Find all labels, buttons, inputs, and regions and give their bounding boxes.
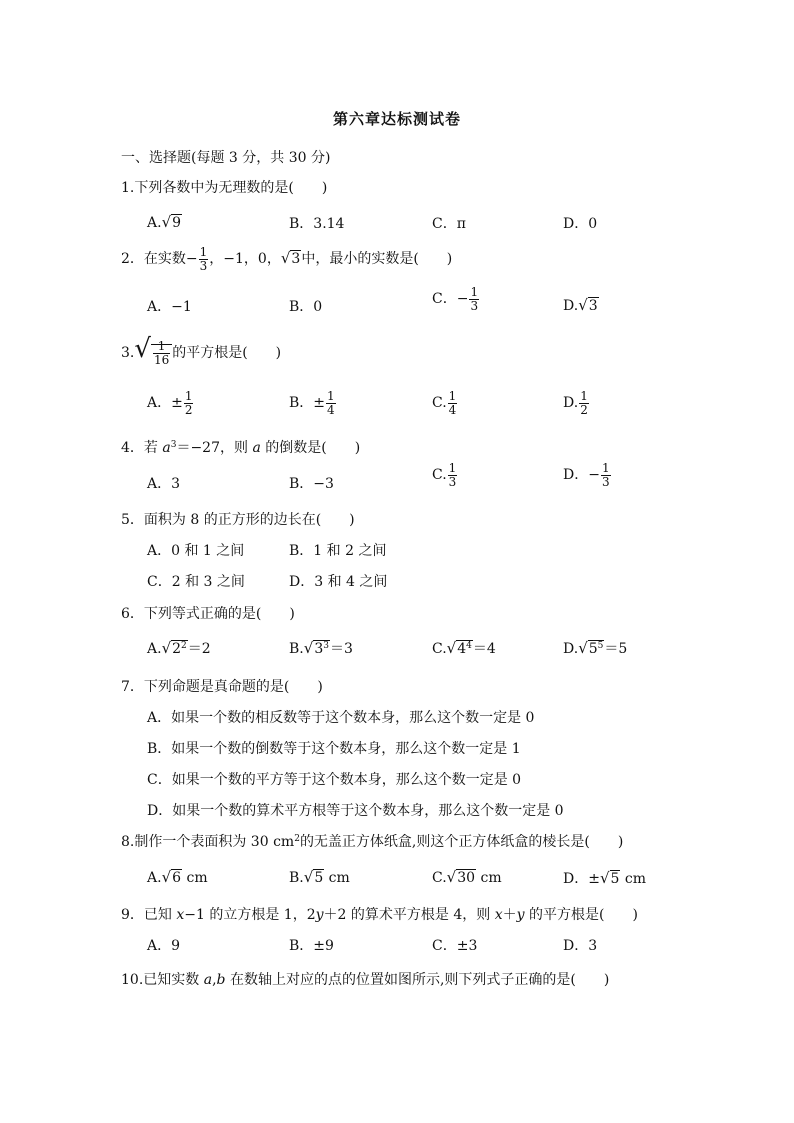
q7-option-c: C．如果一个数的平方等于这个数本身，那么这个数一定是 0 <box>147 772 522 788</box>
q1-option-a: A.√9 <box>147 213 182 231</box>
sqrt-symbol: $√3^3$ <box>303 639 329 657</box>
q3-option-c: C. $\frac{1}{4}$ <box>432 389 457 417</box>
sqrt-symbol: √3 <box>280 249 301 268</box>
q1-option-b: B．3.14 <box>289 216 345 232</box>
question-3-stem: 3.√ $\frac{1}{16}$ 的平方根是( ) <box>121 334 282 367</box>
fraction: $\frac{1}{16}$ <box>153 338 170 367</box>
question-2-stem: 2．在实数− $\frac{1}{3}$ ，−1，0，√3中，最小的实数是( ) <box>121 245 453 273</box>
fraction: $\frac{1}{3}$ <box>448 461 457 489</box>
fraction: $\frac{1}{3}$ <box>199 245 208 273</box>
fraction: $\frac{1}{3}$ <box>601 461 610 489</box>
q7-option-a: A．如果一个数的相反数等于这个数本身，那么这个数一定是 0 <box>147 710 535 726</box>
sqrt-symbol: √30 <box>446 868 476 886</box>
q1-option-d: D．0 <box>563 216 598 232</box>
question-7-stem: 7．下列命题是真命题的是( ) <box>121 679 323 695</box>
q2-option-d: D.√3 <box>563 296 598 314</box>
q4-option-d: D．− $\frac{1}{3}$ <box>563 461 610 489</box>
question-1-stem: 1.下列各数中为无理数的是( ) <box>121 180 328 196</box>
sqrt-symbol: √9 <box>161 213 182 231</box>
sqrt-symbol: $√2^2$ <box>161 639 187 657</box>
q9-option-a: A．9 <box>147 938 181 954</box>
question-10-stem: 10.已知实数 a,b 在数轴上对应的点的位置如图所示,则下列式子正确的是( ) <box>121 972 610 988</box>
q9-option-d: D．3 <box>563 938 598 954</box>
fraction: $\frac{1}{4}$ <box>448 389 457 417</box>
q5-option-a: A．0 和 1 之间 <box>147 543 245 559</box>
q5-option-d: D．3 和 4 之间 <box>289 574 388 590</box>
sqrt-symbol: $√5^5$ <box>578 639 604 657</box>
fraction: $\frac{1}{2}$ <box>580 389 588 417</box>
sqrt-symbol: √5 <box>599 869 620 887</box>
q1-option-c: C．π <box>432 216 466 232</box>
question-6-stem: 6．下列等式正确的是( ) <box>121 606 295 622</box>
q4-option-b: B．−3 <box>289 476 334 492</box>
question-5-stem: 5．面积为 8 的正方形的边长在( ) <box>121 512 355 528</box>
sqrt-symbol: √3 <box>578 296 598 314</box>
q5-option-c: C．2 和 3 之间 <box>147 574 245 590</box>
q3-option-d: D. $\frac{1}{2}$ <box>563 389 588 417</box>
q6-option-b: $B.√3^3=3$ <box>289 639 353 657</box>
q6-option-d: $D.√5^5=5$ <box>563 639 628 657</box>
sqrt-symbol: √6 <box>161 868 182 886</box>
q8-option-b: B.√5 cm <box>289 868 350 886</box>
question-9-stem: 9．已知 x−1 的立方根是 1，2y＋2 的算术平方根是 4，则 x＋y 的平方根是( ) <box>121 907 638 923</box>
q2-option-c: C．− $\frac{1}{3}$ <box>432 285 479 313</box>
q4-option-c: C. $\frac{1}{3}$ <box>432 461 457 489</box>
q2-option-a: A．−1 <box>147 299 192 315</box>
q9-option-b: B．±9 <box>289 938 334 954</box>
q4-option-a: A．3 <box>147 476 181 492</box>
sqrt-symbol: √5 <box>303 868 324 886</box>
q7-option-d: D．如果一个数的算术平方根等于这个数本身，那么这个数一定是 0 <box>147 803 564 819</box>
q8-option-a: A.√6 cm <box>147 868 208 886</box>
q7-option-b: B．如果一个数的倒数等于这个数本身，那么这个数一定是 1 <box>147 741 521 757</box>
fraction: $\frac{1}{2}$ <box>184 389 193 417</box>
q5-option-b: B．1 和 2 之间 <box>289 543 387 559</box>
page-title: 第六章达标测试卷 <box>332 110 461 128</box>
q3-option-a: A．± $\frac{1}{2}$ <box>147 389 193 417</box>
q3-option-b: B．± $\frac{1}{4}$ <box>289 389 335 417</box>
fraction: $\frac{1}{4}$ <box>327 389 335 417</box>
section-heading: 一、选择题(每题 3 分，共 30 分) <box>121 150 331 166</box>
q2-option-b: B．0 <box>289 299 323 315</box>
question-8-stem: 8.制作一个表面积为 30 $cm^2$的无盖正方体纸盒,则这个正方体纸盒的棱长是( ) <box>121 834 624 850</box>
q8-option-d: D．±√5 cm <box>563 869 647 887</box>
fraction: $\frac{1}{3}$ <box>470 285 479 313</box>
q9-option-c: C．±3 <box>432 938 478 954</box>
q6-option-c: $C.√4^4=4$ <box>432 639 496 657</box>
sqrt-symbol: $√4^4$ <box>446 639 472 657</box>
question-4-stem: 4．若 $a^3=-27$，则 a 的倒数是( ) <box>121 440 361 456</box>
sqrt-symbol: √ $\frac{1}{16}$ <box>134 334 172 366</box>
q6-option-a: $A.√2^2=2$ <box>147 639 211 657</box>
q8-option-c: C.√30 cm <box>432 868 502 886</box>
